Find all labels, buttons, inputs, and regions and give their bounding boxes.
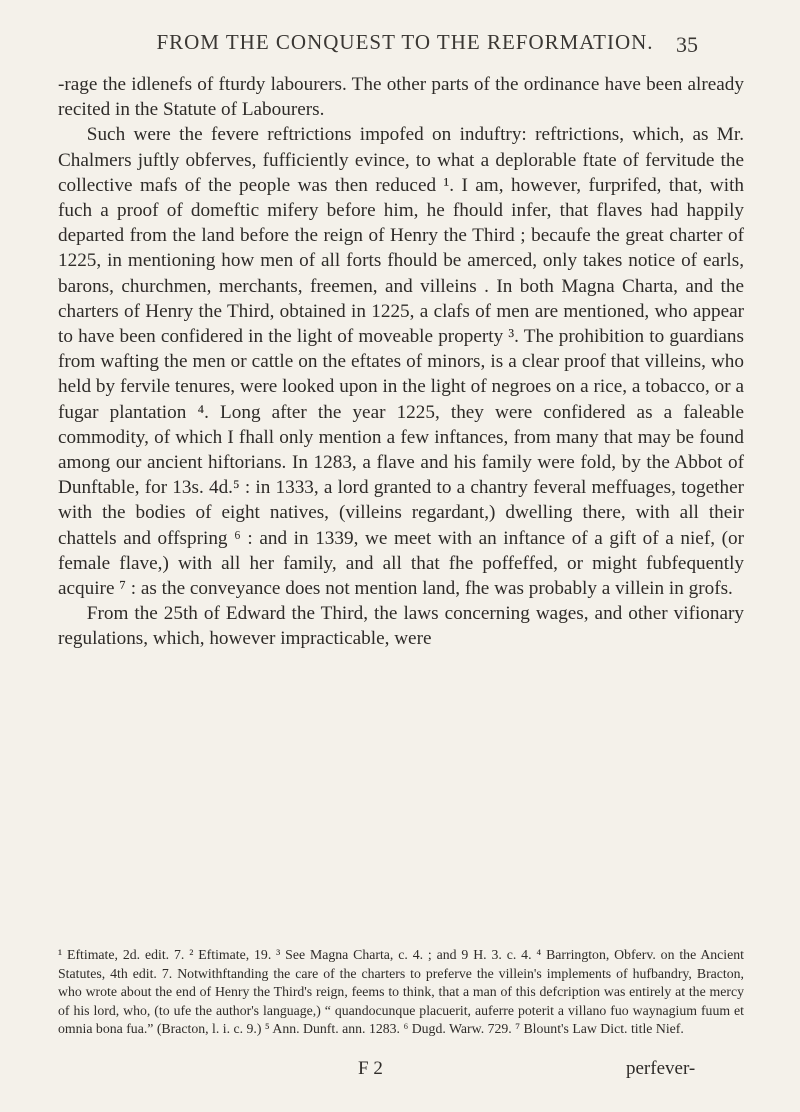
page-number: 35 (676, 32, 698, 57)
footnote-text: ¹ Eftimate, 2d. edit. 7. ² Eftimate, 19. ³ See Magna Charta, c. 4. ; and 9 H. 3. c. 4. ⁴ Barrington, Obferv. on the Ancient Statutes, 4th edit. 7. Notwithftanding the care of the charters to preferve the villein's implements of hufbandry, Bracton, who wrote about the end of Henry the Third's reign, feems to think, that a man of this defcription was entirely at the mercy of his lord, who, (to ufe the author's language,) “ quandocunque placuerit, auferre poterit a villano fuo waynagium fuum et omnia bona fua.” (Bracton, l. i. c. 9.) ⁵ Ann. Dunft. ann. 1283. ⁶ Dugd. Warw. 729. ⁷ Blount's Law Dict. title Nief. (58, 947, 744, 1037)
main-text (58, 72, 744, 652)
catchword: perfever- (626, 1058, 696, 1079)
printer-signature: F 2 (358, 1058, 383, 1079)
paragraph: -rage the idlenefs of fturdy labourers. The other parts of the ordinance have been already recited in the Statute of Labourers. (58, 74, 744, 121)
running-title: FROM THE CONQUEST TO THE REFORMATION. (156, 30, 654, 54)
paragraph: Such were the fevere reftrictions impofed on induftry: reftrictions, which, as Mr. Chalmers juftly obferves, fufficiently evince, to what a deplorable ftate of fervitude the collective mafs of the people was then reduced ¹. I am, however, furprifed, that, with fuch a proof of domeftic mifery before him, he fhould infer, that flaves had happily departed from the land before the reign of Henry the Third ; becaufe the great charter of 1225, in mentioning how men of all forts fhould be amerced, only takes notice of earls, barons, churchmen, merchants, freemen, and villeins . In both Magna Charta, and the charters of Henry the Third, obtained in 1225, a clafs of men are mentioned, who appear to have been confidered in the light of moveable property ³. The prohibition to guardians from wafting the men or cattle on the eftates of minors, is a clear proof that villeins, who held by fervile tenures, were looked upon in the light of negroes on a rice, a tobacco, or a fugar plantation ⁴. Long after the year 1225, they were confidered as a faleable commodity, of which I fhall only mention a few inftances, from many that may be found among our ancient hiftorians. In 1283, a flave and his family were fold, by the Abbot of Dunftable, for 13s. 4d.⁵ : in 1333, a lord granted to a chantry feveral meffuages, together with the bodies of eight natives, (villeins regardant,) dwelling there, with all their chattels and offspring ⁶ : and in 1339, we meet with an inftance of a gift of a nief, (or female flave,) with all her family, and all that fhe poffeffed, or might fubfequently acquire ⁷ : as the conveyance does not mention land, fhe was probably a villein in grofs. (58, 124, 744, 600)
paragraph: From the 25th of Edward the Third, the laws concerning wages, and other vifionary regulations, which, however impracticable, were (58, 603, 744, 650)
footnotes (58, 946, 744, 1039)
